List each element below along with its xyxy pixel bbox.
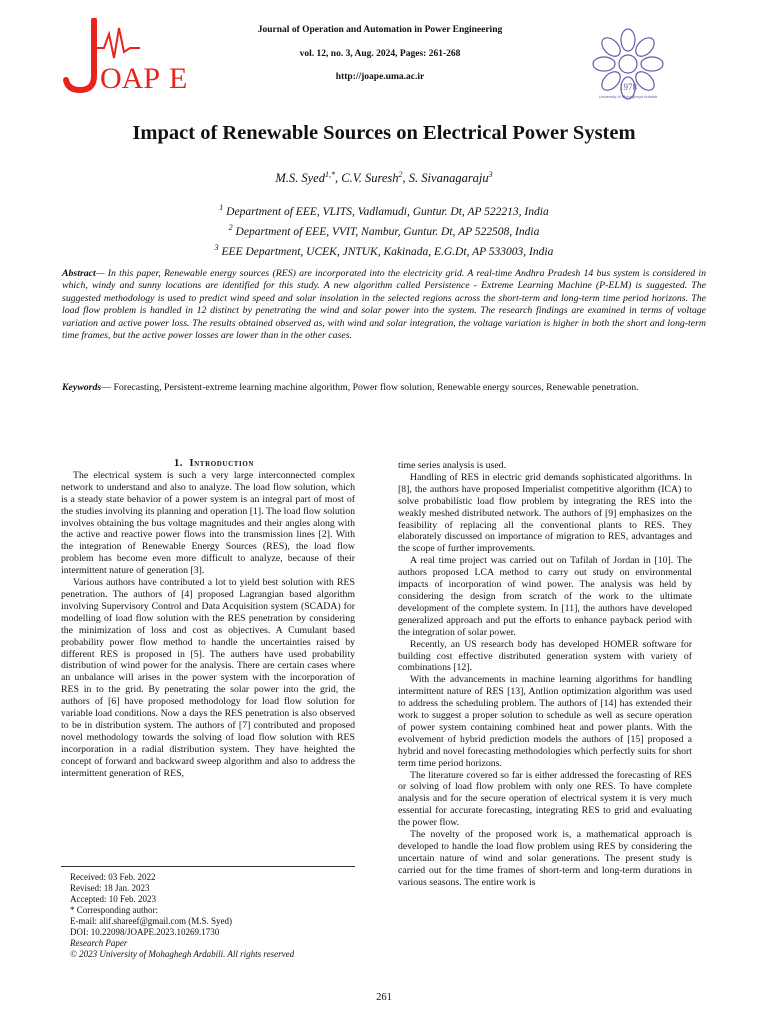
volume-info: vol. 12, no. 3, Aug. 2024, Pages: 261-268 (299, 48, 461, 59)
seal-graphic (588, 26, 668, 106)
body-paragraph: Handling of RES in electric grid demands sophisticated algorithms. In [8], the authors have proposed Imperialist competitive algorithm (ICA) to solve probabilistic load flow problem by integrating the RES into the weakly meshed distributed network. The authors of [9] emphasizes on the feasibility of replacing all the conventional plants to RES. They elaborately discussed on importance of migration to RES, advantages and the scope of further improvements. (398, 471, 692, 555)
body-paragraph: The novelty of the proposed work is, a mathematical approach is developed to handle the load flow problem using RES by considering the uncertain nature of wind and solar generations. The present study is carried out for the time frames of short-term and long-term durations in various seasons. The entire work is (398, 829, 692, 888)
footnote-divider (61, 866, 355, 867)
abstract-text: In this paper, Renewable energy sources (RES) are incorporated into the electricity grid. A real-time Andhra Pradesh 14 bus system is considered in which, windy and sunny locations are identified for this study. A new algorithm called Persistence - Extreme Learning Machine (P-ELM) is suggested. The suggested methodology is used to predict wind speed and solar insolation in the selected regions across the short-term and long-term time period horizons. The load flow problem is handled in 12 distinct by penetrating the wind and solar power into the system. The research findings are examined in terms of voltage variation and active power loss. The results obtained observed as, with wind and solar integration, the voltage variation is higher in both the short and long-term time frames, but the active power losses are lower than in the other cases. (62, 268, 706, 342)
affiliation-list (0, 200, 768, 259)
paper-title: Impact of Renewable Sources on Electrical Power System (132, 122, 636, 144)
affiliation-item: $^1$ Department of EEE, VLITS, Vadlamudi, Guntur. Dt, AP 522213, India (219, 203, 549, 218)
seal-text: University of Mohaghegh Ardabili (598, 94, 658, 99)
svg-text:OAP: OAP (100, 62, 161, 95)
journal-info (230, 26, 530, 97)
body-paragraph: Recently, an US research body has developed HOMER software for building cost effective distributed generation system with variety of combinations [12]. (398, 638, 692, 674)
body-paragraph: Various authors have contributed a lot to yield best solution with RES penetration. The authors of [4] proposed Lagrangian based algorithm involving Supervisory Control and Data Acquisition system (SCADA) for modelling of load flow solution with the RES penetration by considering the minimization of loss and cost as objectives. A Cumulant based probability power flow method to handle the uncertainties raised by different RES is proposed in [5]. The authers have used probability distribution of wind power for the analysis. There are certain cases where an unbalance will arises in the power system with the incorporation of RES in to the grid. By penetrating the solar power into the grid, the authors of [6] have proposed methodology for load flow solution for variable load conditions. Now a days the RES penetration is also observed to be in distribution system. The authors of [7] contributed and proposed novel methodology towards the solving of load flow solution with RES incorporation in a radial distribution system. They have heighted the concept of forward and backward sweep algorithm and also to address the intermittent generation of RES, (61, 577, 355, 779)
right-column (398, 460, 692, 889)
corresponding-author: * Corresponding author: (70, 905, 158, 915)
journal-logo (60, 18, 200, 98)
received-date: Received: 03 Feb. 2022 (70, 872, 156, 882)
affiliation-item: $^2$ Department of EEE, VVIT, Nambur, Guntur. Dt, AP 522508, India (228, 222, 540, 238)
copyright: © 2023 University of Mohaghegh Ardabili. All rights reserved (70, 949, 295, 959)
body-paragraph: A real time project was carried out on Tafilah of Jordan in [10]. The authors proposed LCA method to carry out study on environmental impacts of incorporation of wind power. The analysis was held by considering the design from scratch of the work to the ultimate development of the complete system. In [11], the authors have developed generalized approach and put the efforts to enhance payback period with the integration of solar power. (398, 555, 692, 638)
section-heading: 1. Introduction (173, 458, 255, 469)
affiliation-item: $^3$ EEE Department, UCEK, JNTUK, Kakinada, E.G.Dt, AP 533003, India (214, 242, 554, 258)
accepted-date: Accepted: 10 Feb. 2023 (70, 894, 156, 904)
journal-url[interactable]: http://joape.uma.ac.ir (335, 72, 425, 82)
author-sup: 2 (398, 170, 403, 179)
author-name: S. Sivanagaraju (408, 171, 489, 186)
doi[interactable]: DOI: 10.22098/JOAPE.2023.10269.1730 (70, 927, 220, 937)
author-sup: 1,* (324, 170, 335, 179)
body-paragraph: time series analysis is used. (398, 460, 507, 471)
keywords-text: Forecasting, Persistent-extreme learning machine algorithm, Power flow solution, Renewable energy sources, Renewable penetration. (113, 382, 639, 393)
journal-name: Journal of Operation and Automation in Power Engineering (257, 25, 503, 35)
revised-date: Revised: 18 Jan. 2023 (70, 883, 150, 893)
paper-type: Research Paper (70, 938, 128, 948)
abstract: Abstract— In this paper, Renewable energy sources (RES) are incorporated into the electricity grid. A real-time Andhra Pradesh 14 bus system is considered in which, windy and sunny locations are identified for this study. A new algorithm called Persistence - Extreme Learning Machine (P-ELM) is suggested. The suggested methodology is used to predict wind speed and solar insolation in the selected regions across the short-term and long-term time period horizons. The load flow problem is handled in 12 distinct by penetrating the wind and solar power into the system. The research findings are examined in terms of voltage variation and active power loss. The results obtained observed as, with wind and solar integration, the voltage variation is higher in both the short and long-term time frames, but the active power losses are lower than in the other cases. (62, 268, 706, 342)
footnotes (70, 872, 355, 960)
seal-year: 1978 (619, 82, 637, 92)
keywords-label: Keywords (62, 382, 102, 393)
email[interactable]: E-mail: alif.shareef@gmail.com (M.S. Syed) (70, 916, 232, 926)
university-seal (588, 26, 668, 106)
author-list: M.S. Syed$^{1,*}$, C.V. Suresh$^2$, S. Sivanagaraju$^3$ (275, 170, 493, 186)
body-paragraph: The electrical system is such a very large interconnected complex network to understand and also to analyze. The load flow solution, which is a steady state behavior of a power system is an integral part of most of the studies involving its planning and operation [1]. The load flow solution involves obtaining the bus voltage magnitudes and their angles along with the active and reactive power flows into the transmission lines [2]. With the integration of Renewable Energy Sources (RES), the load flow problem has become even more difficult to analyze, because of their intermittent nature of generation [3]. (61, 469, 355, 577)
keywords: Keywords— Forecasting, Persistent-extreme learning machine algorithm, Power flow solution, Renewable energy sources, Renewable penetration. (62, 382, 639, 393)
body-paragraph: With the advancements in machine learning algorithms for handling intermittent nature of RES [13], Antlion optimization algorithm was used to address the scheduling problem. The authors of [14] has extended their work to suggest a proper solution to schedule as well as secure operation of power system containing combined heat and power plants. With the evolvement of hybrid prediction models the authors of [15] proposed a hybrid and novel forecasting methodologies which perfectly suits for short term time period horizons. (398, 674, 692, 769)
author-name: C.V. Suresh (341, 171, 399, 186)
abstract-label: Abstract (62, 268, 96, 279)
author-name: M.S. Syed (275, 171, 325, 186)
joape-logo-graphic (60, 18, 200, 98)
author-sup: 3 (488, 170, 493, 179)
page-number: 261 (376, 992, 392, 1003)
left-column (61, 458, 355, 779)
svg-text:E: E (169, 62, 188, 95)
body-paragraph: The literature covered so far is either addressed the forecasting of RES or solving of load flow problem with only one RES. To have complete analysis and for the secure operation of electrical system it is very much essential for accurate forecasting, integrating RES to grid and evaluating the power flow. (398, 769, 692, 829)
